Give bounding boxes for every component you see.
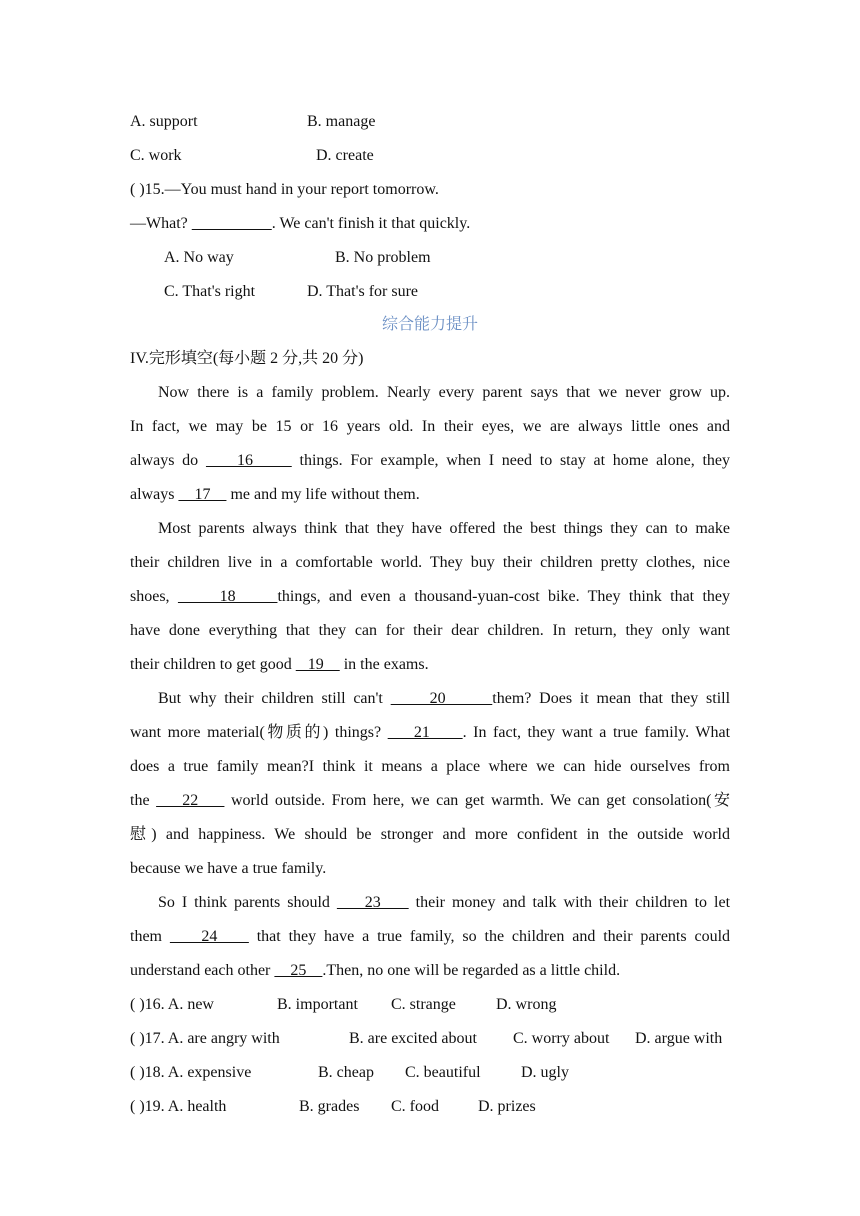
passage-line-1: Now there is a family problem. Nearly every parent says that we never grow up. xyxy=(158,384,730,401)
line-text: .Then, no one will be regarded as a little child. xyxy=(322,962,621,979)
line-text: their money and talk with their children to let xyxy=(415,894,731,911)
line-text: things, and even a thousand-yuan-cost bike. They think that they xyxy=(277,588,731,605)
line-text: always xyxy=(130,486,175,503)
part4-heading: IV.完形填空(每小题 2 分,共 20 分) xyxy=(130,350,364,367)
q17-option-b: B. are excited about xyxy=(349,1030,477,1047)
line-text: want more material(物质的) things? xyxy=(130,724,382,741)
q14-option-a: A. support xyxy=(130,113,198,130)
line-text: But why their children still can't xyxy=(158,690,383,707)
passage-line-9 xyxy=(130,655,429,675)
passage-line-15: because we have a true family. xyxy=(130,860,327,877)
blank-19: 19 xyxy=(295,656,340,673)
passage-line-4 xyxy=(130,485,420,505)
q16-option-d: D. wrong xyxy=(496,996,557,1013)
line-text: shoes, xyxy=(130,588,170,605)
passage-line-13 xyxy=(130,791,730,811)
blank-20: 20 xyxy=(390,690,493,707)
q14-option-d: D. create xyxy=(316,147,374,164)
line-text: them xyxy=(130,928,162,945)
q18-option-c: C. beautiful xyxy=(405,1064,481,1081)
blank-17: 17 xyxy=(178,486,227,503)
blank-16: 16 xyxy=(205,452,292,469)
passage-line-2: In fact, we may be 15 or 16 years old. In their eyes, we are always little ones and xyxy=(130,418,730,435)
line-text: the xyxy=(130,792,150,809)
line-text: things. For example, when I need to stay at home alone, they xyxy=(299,452,731,469)
passage-line-6: their children live in a comfortable world. They buy their children pretty clothes, nice xyxy=(130,554,730,571)
q14-option-b: B. manage xyxy=(307,113,376,130)
q18-option-d: D. ugly xyxy=(521,1064,569,1081)
q16-option-c: C. strange xyxy=(391,996,456,1013)
line-text: in the exams. xyxy=(343,656,429,673)
section-title: 综合能力提升 xyxy=(381,316,478,333)
q15-option-a: A. No way xyxy=(164,249,234,266)
q18-option-a: ( )18. A. expensive xyxy=(130,1064,252,1081)
blank-24: 24 xyxy=(169,928,249,945)
passage-line-11 xyxy=(130,723,730,743)
line-text: world outside. From here, we can get warmth. We can get consolation(安 xyxy=(230,792,731,809)
passage-line-14: 慰) and happiness. We should be stronger and more confident in the outside world xyxy=(130,826,730,843)
line-text: their children to get good xyxy=(130,656,292,673)
q15-reply-pre: —What? xyxy=(130,215,188,232)
q19-option-d: D. prizes xyxy=(478,1098,536,1115)
passage-line-18 xyxy=(130,961,620,981)
q15-reply-post: . We can't finish it that quickly. xyxy=(271,215,471,232)
q19-option-a: ( )19. A. health xyxy=(130,1098,227,1115)
q17-option-d: D. argue with xyxy=(635,1030,723,1047)
line-text: always do xyxy=(130,452,199,469)
line-text: So I think parents should xyxy=(158,894,330,911)
q15-blank xyxy=(192,215,272,232)
q14-option-c: C. work xyxy=(130,147,182,164)
line-text: them? Does it mean that they still xyxy=(492,690,731,707)
passage-line-17 xyxy=(130,927,730,947)
q15-option-b: B. No problem xyxy=(335,249,431,266)
q15-option-d: D. That's for sure xyxy=(307,283,419,300)
passage-line-12: does a true family mean?I think it means a place where we can hide ourselves from xyxy=(130,758,730,775)
passage-line-3 xyxy=(130,451,730,471)
line-text: understand each other xyxy=(130,962,271,979)
q18-option-b: B. cheap xyxy=(318,1064,374,1081)
passage-line-8: have done everything that they can for their dear children. In return, they only want xyxy=(130,622,730,639)
blank-25: 25 xyxy=(274,962,323,979)
q17-option-c: C. worry about xyxy=(513,1030,610,1047)
q19-option-b: B. grades xyxy=(299,1098,360,1115)
q17-option-a: ( )17. A. are angry with xyxy=(130,1030,280,1047)
blank-22: 22 xyxy=(156,792,225,809)
blank-23: 23 xyxy=(336,894,409,911)
passage-line-7 xyxy=(130,587,730,607)
line-text: me and my life without them. xyxy=(230,486,420,503)
q15-reply xyxy=(130,214,470,234)
line-text: that they have a true family, so the children and their parents could xyxy=(256,928,731,945)
blank-21: 21 xyxy=(387,724,463,741)
q19-option-c: C. food xyxy=(391,1098,439,1115)
passage-line-16 xyxy=(158,893,730,913)
q16-option-a: ( )16. A. new xyxy=(130,996,214,1013)
blank-18: 18 xyxy=(177,588,278,605)
q15-stem: ( )15.—You must hand in your report tomorrow. xyxy=(130,181,439,198)
q15-option-c: C. That's right xyxy=(164,283,256,300)
line-text: . In fact, they want a true family. What xyxy=(462,724,731,741)
passage-line-5: Most parents always think that they have offered the best things they can to make xyxy=(158,520,730,537)
passage-line-10 xyxy=(158,689,730,709)
q16-option-b: B. important xyxy=(277,996,358,1013)
